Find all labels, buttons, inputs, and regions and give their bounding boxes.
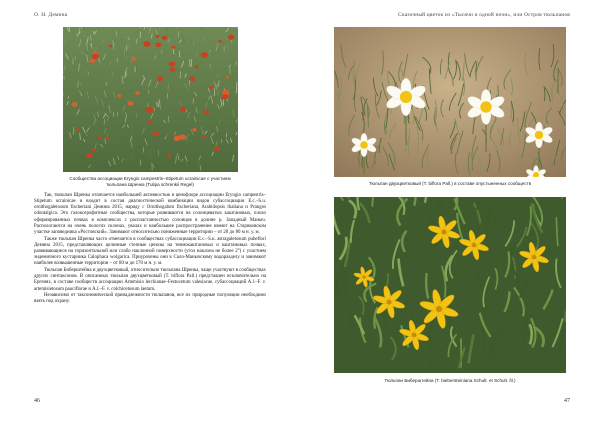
red-tulip-flower (203, 110, 208, 114)
red-tulip-flower (109, 45, 112, 48)
right-page-number: 47 (564, 398, 570, 404)
yellow-center (360, 141, 368, 149)
yellow-center (480, 101, 491, 112)
red-tulip-flower (135, 91, 140, 95)
paragraph: Также тюльпан Шренка часто отмечается в сообществах субассоциации E.c.–S.u. astragaletosum pubeflori Демина 2015, представляющих целинные степные ценозы на темнокаштановых и каштановых почвах, развивающиеся на горизонтальной или слабо наклонной поверхности (угол наклона не более 2°) с участием эндемичного кустарника Calophaca wolgarica. Приурочены они к Сало-Манычскому водоразделу и занимают наиболее возвышенные территории – от 80 м до 170 м н. у. м. (34, 236, 266, 267)
biflora-tulip-photo (334, 27, 566, 177)
red-tulip-flower (155, 42, 161, 47)
left-photo-caption-line1: Сообщества ассоциации Eryngio campestris–Stipetum ucrainicae с участием (69, 176, 231, 181)
red-tulip-flower (72, 102, 78, 107)
red-tulip-flower (195, 65, 199, 68)
flower-center (412, 333, 417, 338)
left-page-number: 46 (34, 398, 40, 404)
flower-center (441, 229, 446, 234)
paragraph: Независимо от таксономической принадлежности тюльпанов, все их природные популяции необходимо взять под охрану. (34, 293, 266, 305)
flower-center (386, 299, 391, 304)
red-tulip-flower (148, 121, 152, 124)
yellow-center (400, 91, 412, 103)
red-tulip-flower (180, 107, 186, 112)
left-photo-caption (50, 176, 250, 188)
left-running-head: О. Н. Демина (34, 12, 68, 18)
schrenk-tulip-steppe-photo (63, 27, 238, 172)
red-tulip-flower (226, 75, 229, 78)
red-tulip-flower (157, 76, 163, 81)
red-tulip-flower (143, 41, 150, 47)
right-running-head: Сказочный цветок из «Тысячи и одной ночи», или Остров тюльпанов (398, 12, 570, 18)
yellow-center (535, 131, 543, 139)
biebersteiniana-photo-caption: Тюльпан Биберштейна (T. biebersteiniana Schult. et Schult. fil.) (384, 378, 516, 383)
red-tulip-flower (192, 128, 196, 132)
left-photo-caption-line2: тюльпана Шренка (Tulipa schrenkii Regel) (106, 182, 194, 187)
red-tulip-flower (128, 101, 134, 106)
red-tulip-flower (202, 135, 205, 138)
red-tulip-flower (169, 61, 176, 66)
red-tulip-flower (105, 137, 109, 140)
red-tulip-flower (222, 94, 229, 99)
red-tulip-flower (97, 136, 100, 139)
leaf (414, 197, 416, 206)
biflora-photo-caption: Тюльпан двухцветковый (T. biflora Pall.) в составе опустыненных сообществ (368, 181, 532, 186)
left-body-text (34, 193, 266, 306)
red-tulip-flower (172, 46, 176, 49)
red-tulip-flower (90, 59, 95, 63)
red-tulip-flower (91, 148, 95, 151)
red-tulip-flower (228, 34, 235, 39)
red-tulip-flower (174, 136, 181, 141)
red-tulip-flower (153, 131, 159, 136)
red-tulip-flower (210, 86, 214, 89)
biebersteiniana-tulip-photo (334, 197, 566, 373)
red-tulip-flower (131, 57, 136, 61)
red-tulip-flower (92, 54, 99, 60)
red-tulip-flower (214, 146, 220, 150)
red-tulip-flower (189, 76, 195, 81)
red-tulip-flower (162, 36, 168, 40)
paragraph: Так, тюльпан Шренка отличается наибольшей активностью в ценофлоре ассоциации Eryngio campestris–Stipetum ucrainicae и входит в состав диагностической комбинации видов субассоциации E.c.–S.u. ornithogaletosum fischeriani Демина 2015, наряду с Ornithogalum fischeriana, Arabidopsis thaliana и Prangos odontalgica. Это галоксерофитные сообщества, которые развиваются на солонцеватых каштановых, плохо оформированных почвах в комплексах с распластанностью солонцов в долине р. Западный Маныч. Распологаются на очень пологих склонах, увалах и наибольшее распространение имеют на Стариковском участке заповедника «Ростовский». Занимают относительно пониженные территории – от 20 до 80 м н. у. м. (34, 193, 266, 235)
red-tulip-flower (117, 94, 121, 97)
red-tulip-flower (170, 68, 175, 72)
flower-center (472, 243, 477, 248)
red-tulip-flower (76, 128, 80, 131)
red-tulip-flower (167, 154, 171, 157)
right-page (300, 0, 600, 424)
flower-center (436, 306, 442, 312)
flower-center (532, 255, 537, 260)
red-tulip-flower (146, 107, 153, 113)
flower-center (362, 275, 365, 278)
red-tulip-flower (86, 153, 92, 158)
paragraph: Тюльпан Биберштейна и двухцветковый, относительно тюльпана Шренка, чаще участвуют в сообществах других синтаксонов. В описанных тюльпан двухцветковый (T. biflora Pall.) представлен исключительно на Ергенях, в составе сообществ ассоциации Artemisio lerchianae–Festucetum valesiacae, субассоциаций A.l.–F. v. artemisietosum pauciflorae и A.l.–F. v. colchicetosum laetum. (34, 268, 266, 292)
red-tulip-flower (156, 35, 160, 38)
red-tulip-flower (201, 52, 208, 58)
red-tulip-flower (218, 40, 221, 43)
